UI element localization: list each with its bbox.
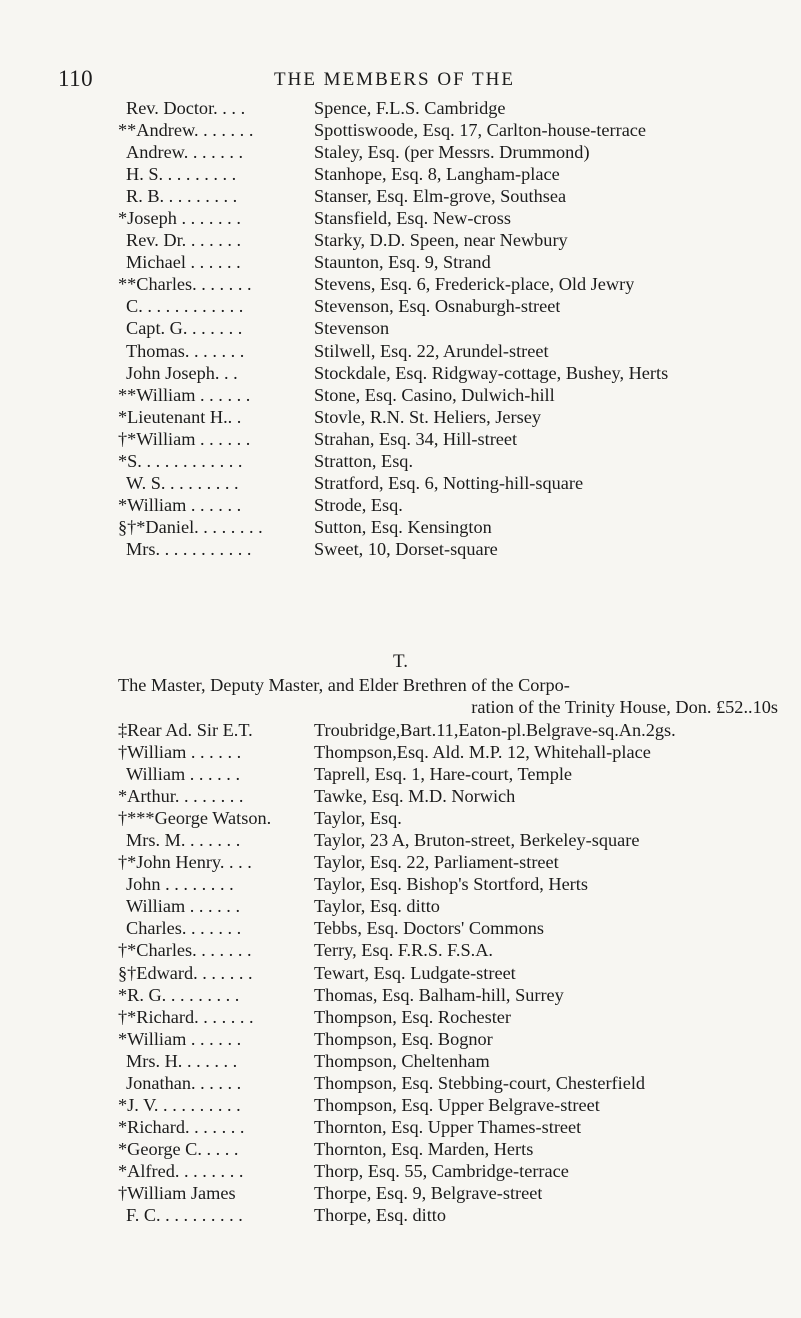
member-surname-address: Stansfield, Esq. New-cross — [314, 208, 511, 229]
member-surname-address: Stevenson — [314, 318, 390, 339]
member-entry — [118, 119, 798, 141]
member-first-name: *William . . . . . . — [118, 1028, 242, 1049]
member-surname-address: Tebbs, Esq. Doctors' Commons — [314, 918, 545, 939]
member-surname-address: Stratford, Esq. 6, Notting-hill-square — [314, 472, 584, 493]
member-entry — [118, 1094, 798, 1116]
member-entry — [118, 428, 798, 450]
member-entry — [118, 207, 798, 229]
member-first-name: *William . . . . . . — [118, 494, 242, 515]
member-first-name: Michael . . . . . . — [126, 252, 241, 273]
member-first-name: §†*Daniel. . . . . . . . — [118, 516, 263, 537]
member-surname-address: Taylor, Esq. ditto — [314, 896, 440, 917]
member-entry — [118, 917, 798, 939]
member-first-name: †*John Henry. . . . — [118, 852, 252, 873]
member-entry — [118, 807, 798, 829]
member-first-name: Thomas. . . . . . . — [126, 340, 245, 361]
member-surname-address: Terry, Esq. F.R.S. F.S.A. — [314, 940, 493, 961]
page-number: 110 — [58, 66, 94, 91]
member-surname-address: Tewart, Esq. Ludgate-street — [314, 962, 516, 983]
member-entry — [118, 406, 798, 428]
member-entry — [118, 829, 798, 851]
intro-line: The Master, Deputy Master, and Elder Brethren of the Corpo- — [118, 675, 570, 695]
member-entry — [118, 472, 798, 494]
member-first-name: Rev. Dr. . . . . . . — [126, 230, 242, 251]
member-surname-address: Staunton, Esq. 9, Strand — [314, 252, 491, 273]
member-surname-address: Stockdale, Esq. Ridgway-cottage, Bushey, Herts — [314, 362, 669, 383]
member-entry — [118, 1182, 798, 1204]
member-surname-address: Sutton, Esq. Kensington — [314, 516, 492, 537]
member-first-name: †***George Watson. — [118, 808, 272, 829]
member-first-name: R. B. . . . . . . . . — [126, 186, 238, 207]
member-surname-address: Thompson,Esq. Ald. M.P. 12, Whitehall-place — [314, 742, 651, 763]
member-first-name: Capt. G. . . . . . . — [126, 318, 243, 339]
member-first-name: **Andrew. . . . . . . — [118, 120, 254, 141]
member-first-name: **William . . . . . . — [118, 384, 251, 405]
member-entry — [118, 384, 798, 406]
member-entry — [118, 1072, 798, 1094]
member-surname-address: Staley, Esq. (per Messrs. Drummond) — [314, 142, 590, 163]
member-first-name: *Arthur. . . . . . . . — [118, 786, 244, 807]
member-entry — [118, 141, 798, 163]
member-first-name: C. . . . . . . . . . . . — [126, 296, 244, 317]
member-entry — [118, 340, 798, 362]
member-entry — [118, 538, 798, 560]
member-surname-address: Stratton, Esq. — [314, 450, 414, 471]
member-first-name: Jonathan. . . . . . — [126, 1072, 242, 1093]
member-surname-address: Stanhope, Esq. 8, Langham-place — [314, 164, 560, 185]
member-surname-address: Sweet, 10, Dorset-square — [314, 538, 498, 559]
member-first-name: Mrs. M. . . . . . . — [126, 830, 241, 851]
member-entry — [118, 1006, 798, 1028]
member-surname-address: Thompson, Esq. Stebbing-court, Chesterfield — [314, 1072, 646, 1093]
member-entry — [118, 719, 798, 741]
member-surname-address: Thompson, Esq. Upper Belgrave-street — [314, 1094, 600, 1115]
member-surname-address: Strahan, Esq. 34, Hill-street — [314, 428, 518, 449]
member-first-name: **Charles. . . . . . . — [118, 274, 252, 295]
member-entry — [118, 785, 798, 807]
member-entry — [118, 317, 798, 339]
member-surname-address: Taylor, Esq. Bishop's Stortford, Herts — [314, 874, 588, 895]
section-letter: T. — [393, 651, 408, 672]
member-first-name: Andrew. . . . . . . — [126, 142, 244, 163]
member-entry — [118, 163, 798, 185]
member-list-t — [118, 719, 798, 1226]
member-first-name: William . . . . . . — [126, 764, 241, 785]
member-surname-address: Stilwell, Esq. 22, Arundel-street — [314, 340, 549, 361]
member-surname-address: Thompson, Esq. Rochester — [314, 1006, 512, 1027]
member-surname-address: Troubridge,Bart.11,Eaton-pl.Belgrave-sq.An.2gs. — [314, 720, 676, 740]
member-entry — [118, 494, 798, 516]
member-first-name: †William . . . . . . — [118, 742, 242, 763]
member-entry — [118, 185, 798, 207]
member-first-name: †*Charles. . . . . . . — [118, 940, 252, 961]
member-surname-address: Taprell, Esq. 1, Hare-court, Temple — [314, 764, 573, 785]
member-first-name: William . . . . . . — [126, 896, 241, 917]
member-first-name: †*Richard. . . . . . . — [118, 1006, 254, 1027]
member-first-name: †William James — [118, 1182, 236, 1203]
member-entry — [118, 962, 798, 984]
member-first-name: *Alfred. . . . . . . . — [118, 1160, 244, 1181]
running-title: THE MEMBERS OF THE — [274, 69, 515, 90]
member-surname-address: Thorpe, Esq. ditto — [314, 1205, 447, 1226]
member-entry — [118, 1138, 798, 1160]
member-first-name: Rev. Doctor. . . . — [126, 98, 246, 118]
member-first-name: *Lieutenant H.. . — [118, 406, 242, 427]
member-surname-address: Thompson, Cheltenham — [314, 1050, 490, 1071]
member-surname-address: Stanser, Esq. Elm-grove, Southsea — [314, 186, 567, 207]
member-surname-address: Taylor, Esq. 22, Parliament-street — [314, 852, 559, 873]
member-surname-address: Spence, F.L.S. Cambridge — [314, 98, 506, 118]
member-first-name: F. C. . . . . . . . . . — [126, 1205, 243, 1226]
member-surname-address: Thompson, Esq. Bognor — [314, 1028, 493, 1049]
member-surname-address: Starky, D.D. Speen, near Newbury — [314, 230, 568, 251]
member-entry — [118, 273, 798, 295]
member-first-name: John Joseph. . . — [126, 362, 238, 383]
member-entry — [118, 450, 798, 472]
member-first-name: W. S. . . . . . . . . — [126, 472, 239, 493]
member-entry — [118, 851, 798, 873]
member-first-name: Charles. . . . . . . — [126, 918, 242, 939]
member-surname-address: Tawke, Esq. M.D. Norwich — [314, 786, 516, 807]
section-intro — [118, 674, 778, 718]
member-entry — [118, 251, 798, 273]
member-first-name: ‡Rear Ad. Sir E.T. — [118, 720, 253, 740]
member-entry — [118, 229, 798, 251]
member-first-name: *S. . . . . . . . . . . . — [118, 450, 243, 471]
member-entry — [118, 895, 798, 917]
member-first-name: *J. V. . . . . . . . . . — [118, 1094, 241, 1115]
intro-line: ration of the Trinity House, Don. £52..10s — [471, 697, 778, 717]
member-surname-address: Stovle, R.N. St. Heliers, Jersey — [314, 406, 541, 427]
member-surname-address: Stevens, Esq. 6, Frederick-place, Old Jewry — [314, 274, 635, 295]
member-first-name: *R. G. . . . . . . . . — [118, 984, 240, 1005]
member-entry — [118, 1028, 798, 1050]
member-entry — [118, 763, 798, 785]
member-first-name: §†Edward. . . . . . . — [118, 962, 253, 983]
member-list-s — [118, 97, 798, 560]
member-entry — [118, 516, 798, 538]
member-first-name: †*William . . . . . . — [118, 428, 251, 449]
member-first-name: Mrs. . . . . . . . . . . — [126, 538, 252, 559]
member-surname-address: Stevenson, Esq. Osnaburgh-street — [314, 296, 561, 317]
member-surname-address: Strode, Esq. — [314, 494, 403, 515]
member-surname-address: Thorp, Esq. 55, Cambridge-terrace — [314, 1160, 569, 1181]
member-entry — [118, 1204, 798, 1226]
member-entry — [118, 873, 798, 895]
member-surname-address: Thornton, Esq. Upper Thames-street — [314, 1116, 582, 1137]
member-surname-address: Thorpe, Esq. 9, Belgrave-street — [314, 1182, 543, 1203]
member-entry — [118, 97, 798, 119]
member-surname-address: Stone, Esq. Casino, Dulwich-hill — [314, 384, 555, 405]
member-first-name: H. S. . . . . . . . . — [126, 164, 237, 185]
member-entry — [118, 362, 798, 384]
member-entry — [118, 984, 798, 1006]
member-first-name: John . . . . . . . . — [126, 874, 234, 895]
member-entry — [118, 1160, 798, 1182]
member-entry — [118, 741, 798, 763]
member-entry — [118, 295, 798, 317]
member-surname-address: Taylor, Esq. — [314, 808, 402, 829]
member-entry — [118, 1116, 798, 1138]
member-first-name: *Richard. . . . . . . — [118, 1116, 245, 1137]
member-entry — [118, 1050, 798, 1072]
member-first-name: *George C. . . . . — [118, 1138, 239, 1159]
member-first-name: Mrs. H. . . . . . . — [126, 1050, 238, 1071]
member-surname-address: Spottiswoode, Esq. 17, Carlton-house-terrace — [314, 120, 647, 141]
member-first-name: *Joseph . . . . . . . — [118, 208, 241, 229]
member-surname-address: Taylor, 23 A, Bruton-street, Berkeley-square — [314, 830, 640, 851]
member-surname-address: Thornton, Esq. Marden, Herts — [314, 1138, 534, 1159]
member-entry — [118, 939, 798, 961]
member-surname-address: Thomas, Esq. Balham-hill, Surrey — [314, 984, 564, 1005]
